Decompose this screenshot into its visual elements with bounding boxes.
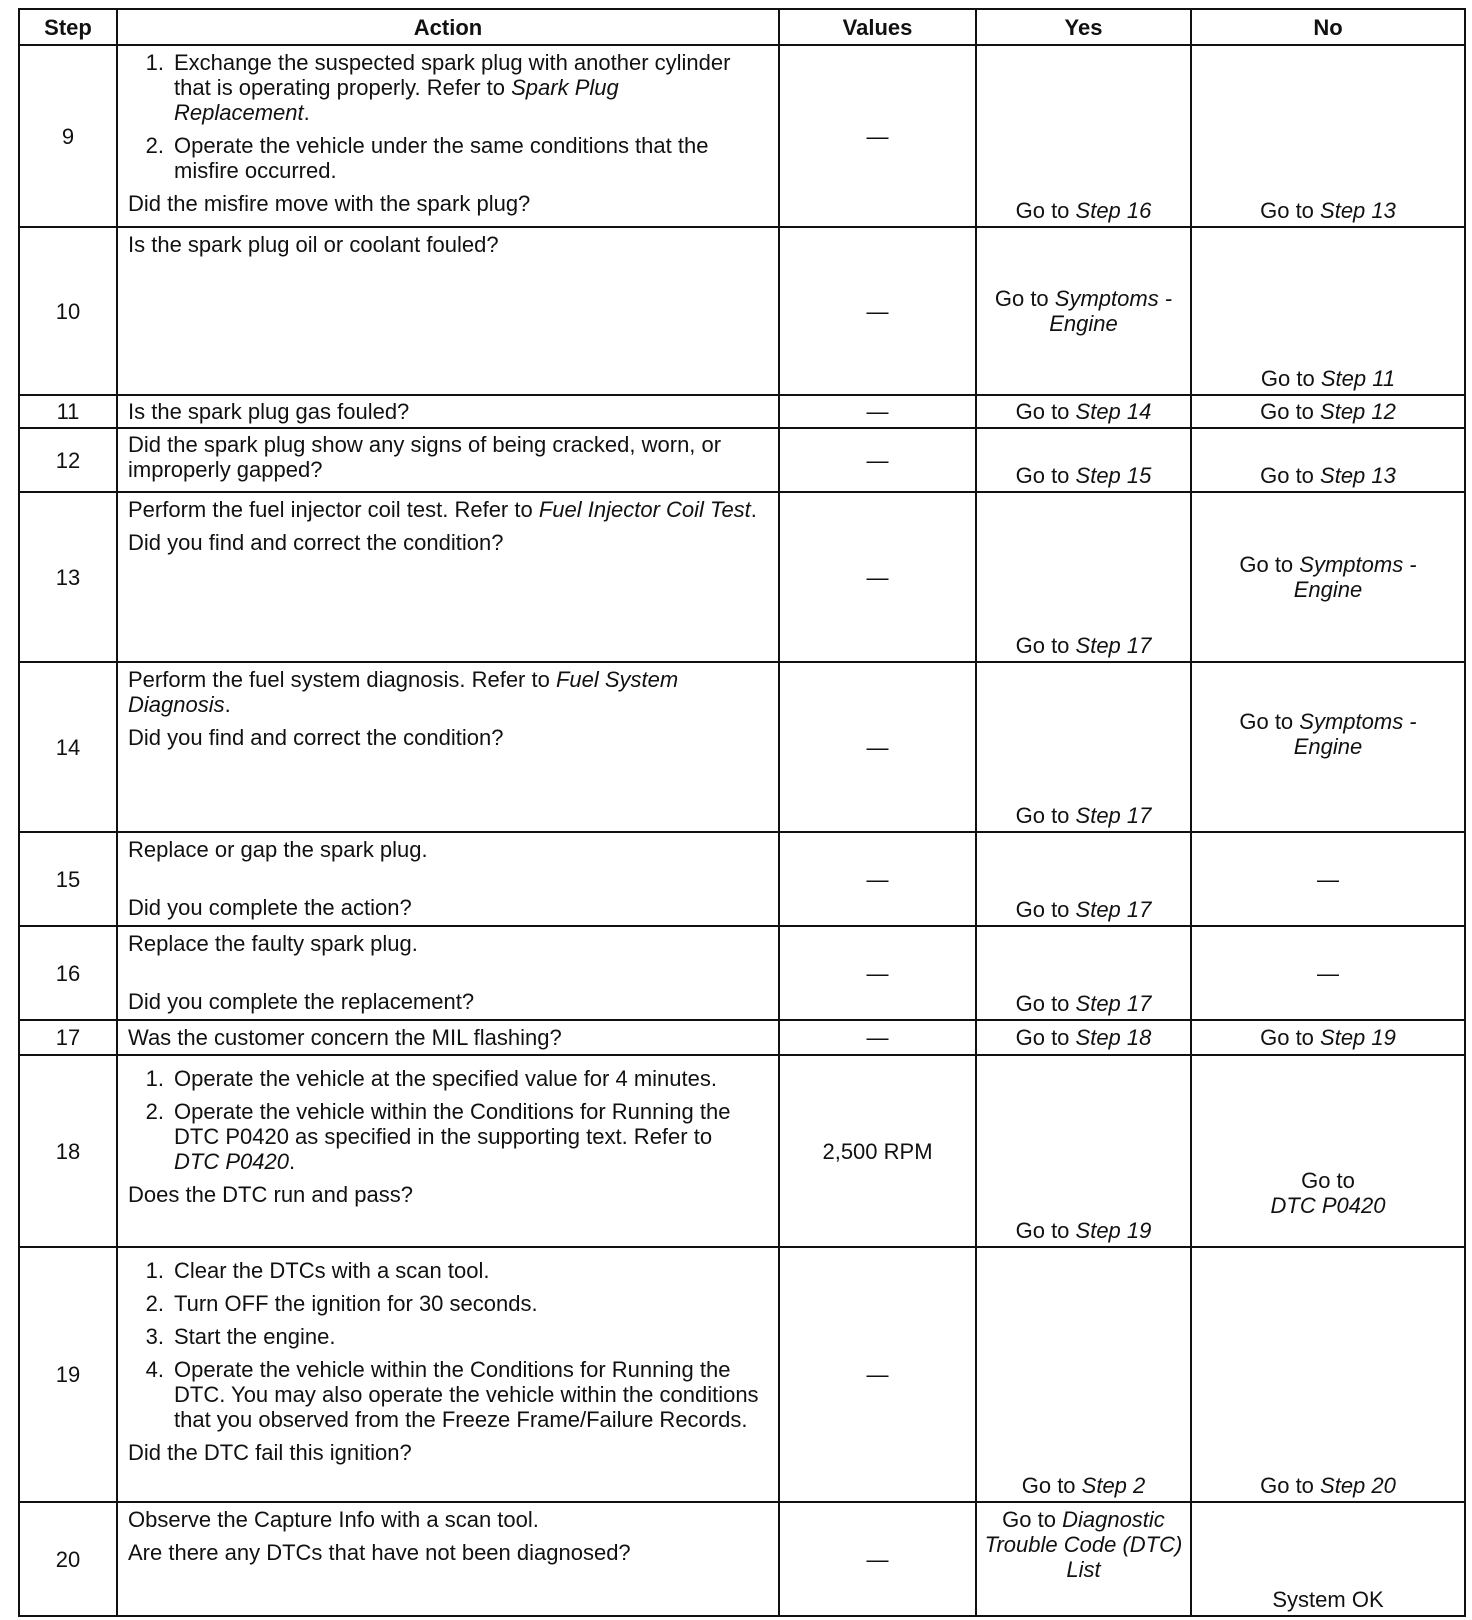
header-action: Action [117, 9, 779, 45]
no-cell [1191, 926, 1465, 1020]
diagnostic-table [18, 8, 1466, 1617]
header-yes: Yes [976, 9, 1191, 45]
yes-cell [976, 926, 1191, 1020]
table-row [19, 1055, 1465, 1247]
step-number: 19 [19, 1247, 117, 1502]
empty-value-dash: — [866, 564, 889, 590]
no-cell [1191, 1247, 1465, 1502]
action-instruction: Perform the fuel system diagnosis. Refer to Fuel System Diagnosis. [128, 667, 679, 717]
action-instruction: Perform the fuel injector coil test. Refer to Fuel Injector Coil Test. [128, 497, 757, 522]
values-cell: 2,500 RPM [779, 1055, 976, 1247]
action-question: Did the DTC fail this ignition? [128, 1440, 412, 1465]
empty-value-dash: — [866, 866, 889, 892]
no-cell [1191, 1502, 1465, 1616]
table-row [19, 1020, 1465, 1055]
yes-link[interactable]: Go to Step 17 [1015, 991, 1152, 1016]
yes-link[interactable]: Go to Step 15 [1015, 463, 1152, 488]
no-cell [1191, 492, 1465, 662]
values-cell [779, 227, 976, 395]
diagnostic-table-container [18, 8, 1464, 1617]
header-values: Values [779, 9, 976, 45]
values-cell [779, 926, 976, 1020]
no-cell [1191, 1020, 1465, 1055]
table-row [19, 395, 1465, 428]
no-cell [1191, 428, 1465, 492]
no-cell [1191, 45, 1465, 227]
action-cell [117, 1055, 779, 1247]
list-item: 3. Start the engine. [145, 1324, 336, 1349]
table-row [19, 492, 1465, 662]
empty-value-dash: — [866, 960, 889, 986]
step-number: 14 [19, 662, 117, 832]
step-number: 10 [19, 227, 117, 395]
action-question: Did you complete the replacement? [128, 989, 475, 1014]
no-link[interactable]: Go to Step 20 [1260, 1473, 1396, 1498]
action-question: Is the spark plug gas fouled? [128, 399, 410, 424]
list-item: 1. Operate the vehicle at the specified value for 4 minutes. [145, 1066, 717, 1091]
empty-value-dash: — [866, 1546, 889, 1572]
yes-cell [976, 1247, 1191, 1502]
yes-link[interactable]: Go to Step 17 [1015, 633, 1152, 658]
no-link[interactable]: Go to Symptoms - Engine [1239, 552, 1417, 602]
action-cell [117, 395, 779, 428]
step-number: 12 [19, 428, 117, 492]
empty-value-dash: — [1317, 960, 1339, 986]
empty-value-dash: — [866, 1025, 889, 1050]
yes-cell [976, 1502, 1191, 1616]
yes-link[interactable]: Go to Step 17 [1015, 803, 1152, 828]
table-row [19, 662, 1465, 832]
values-cell [779, 45, 976, 227]
empty-value-dash: — [866, 734, 889, 760]
list-item: 1. Exchange the suspected spark plug with another cylinder that is operating properly. Refer to Spark Plug Replacement. [145, 50, 731, 125]
action-cell [117, 1247, 779, 1502]
action-cell [117, 45, 779, 227]
action-cell [117, 1020, 779, 1055]
action-question: Does the DTC run and pass? [128, 1182, 413, 1207]
yes-link[interactable]: Go to Step 2 [1021, 1473, 1146, 1498]
no-link[interactable]: Go to DTC P0420 [1270, 1168, 1386, 1218]
list-item: 2. Operate the vehicle within the Conditions for Running the DTC P0420 as specified in the supporting text. Refer to DTC P0420. [145, 1099, 731, 1174]
table-row [19, 1247, 1465, 1502]
step-number: 16 [19, 926, 117, 1020]
values-cell [779, 395, 976, 428]
no-cell [1191, 832, 1465, 926]
yes-cell [976, 1055, 1191, 1247]
table-row [19, 45, 1465, 227]
action-question: Did the misfire move with the spark plug? [128, 191, 531, 216]
values-cell [779, 1502, 976, 1616]
list-item: 2. Operate the vehicle under the same conditions that the misfire occurred. [145, 133, 709, 183]
yes-cell [976, 395, 1191, 428]
no-link[interactable]: Go to Step 13 [1260, 198, 1396, 223]
list-item: 1. Clear the DTCs with a scan tool. [145, 1258, 490, 1283]
list-item: 4. Operate the vehicle within the Conditions for Running the DTC. You may also operate the vehicle within the conditions that you observed from the Freeze Frame/Failure Records. [145, 1357, 759, 1432]
action-cell [117, 662, 779, 832]
empty-value-dash: — [866, 1362, 889, 1387]
values-cell [779, 1247, 976, 1502]
header-step: Step [19, 9, 117, 45]
table-row [19, 926, 1465, 1020]
no-link[interactable]: Go to Step 11 [1260, 366, 1396, 391]
action-instruction: Replace or gap the spark plug. [128, 837, 428, 862]
no-link[interactable]: Go to Step 19 [1260, 1025, 1396, 1050]
values-cell [779, 428, 976, 492]
values-cell [779, 832, 976, 926]
no-result: System OK [1272, 1587, 1384, 1612]
table-row [19, 832, 1465, 926]
values-cell [779, 492, 976, 662]
no-cell [1191, 662, 1465, 832]
yes-cell [976, 832, 1191, 926]
action-cell [117, 832, 779, 926]
yes-cell [976, 45, 1191, 227]
empty-value-dash: — [1317, 866, 1339, 892]
action-question: Did you complete the action? [128, 895, 412, 920]
action-question: Was the customer concern the MIL flashing? [128, 1025, 562, 1050]
step-number: 18 [19, 1055, 117, 1247]
yes-link[interactable]: Go to Diagnostic Trouble Code (DTC) List [984, 1507, 1183, 1582]
yes-link[interactable]: Go to Step 14 [1015, 399, 1152, 424]
empty-value-dash: — [866, 447, 889, 473]
step-number: 13 [19, 492, 117, 662]
action-question: Are there any DTCs that have not been diagnosed? [128, 1540, 631, 1565]
action-instruction: Observe the Capture Info with a scan tool. [128, 1507, 539, 1532]
header-no: No [1191, 9, 1465, 45]
action-cell [117, 1502, 779, 1616]
action-question: Did you find and correct the condition? [128, 725, 504, 750]
yes-cell [976, 662, 1191, 832]
step-number: 17 [19, 1020, 117, 1055]
table-row [19, 227, 1465, 395]
yes-link[interactable]: Go to Step 19 [1015, 1218, 1152, 1243]
values-cell [779, 662, 976, 832]
action-question: Is the spark plug oil or coolant fouled? [128, 232, 499, 257]
yes-cell [976, 227, 1191, 395]
step-number: 9 [19, 45, 117, 227]
no-link[interactable]: Go to Symptoms - Engine [1239, 709, 1417, 759]
no-link[interactable]: Go to Step 12 [1260, 399, 1396, 424]
yes-cell [976, 492, 1191, 662]
no-link[interactable]: Go to Step 13 [1260, 463, 1396, 488]
action-question: Did the spark plug show any signs of being cracked, worn, or improperly gapped? [128, 432, 722, 482]
yes-link[interactable]: Go to Step 16 [1015, 198, 1152, 223]
action-cell [117, 227, 779, 395]
yes-link[interactable]: Go to Symptoms - Engine [994, 286, 1173, 336]
no-cell [1191, 227, 1465, 395]
step-number: 20 [19, 1502, 117, 1616]
yes-link[interactable]: Go to Step 17 [1015, 897, 1152, 922]
action-cell [117, 926, 779, 1020]
step-number: 15 [19, 832, 117, 926]
list-item: 2. Turn OFF the ignition for 30 seconds. [145, 1291, 538, 1316]
values-cell [779, 1020, 976, 1055]
step-number: 11 [19, 395, 117, 428]
action-cell [117, 492, 779, 662]
empty-value-dash: — [866, 123, 889, 149]
empty-value-dash: — [866, 298, 889, 324]
yes-cell [976, 428, 1191, 492]
empty-value-dash: — [866, 399, 889, 424]
action-cell [117, 428, 779, 492]
action-instruction: Replace the faulty spark plug. [128, 931, 418, 956]
table-row [19, 1502, 1465, 1616]
no-cell [1191, 1055, 1465, 1247]
yes-cell [976, 1020, 1191, 1055]
table-row [19, 428, 1465, 492]
yes-link[interactable]: Go to Step 18 [1015, 1025, 1152, 1050]
no-cell [1191, 395, 1465, 428]
table-header-row [19, 9, 1465, 45]
action-question: Did you find and correct the condition? [128, 530, 504, 555]
